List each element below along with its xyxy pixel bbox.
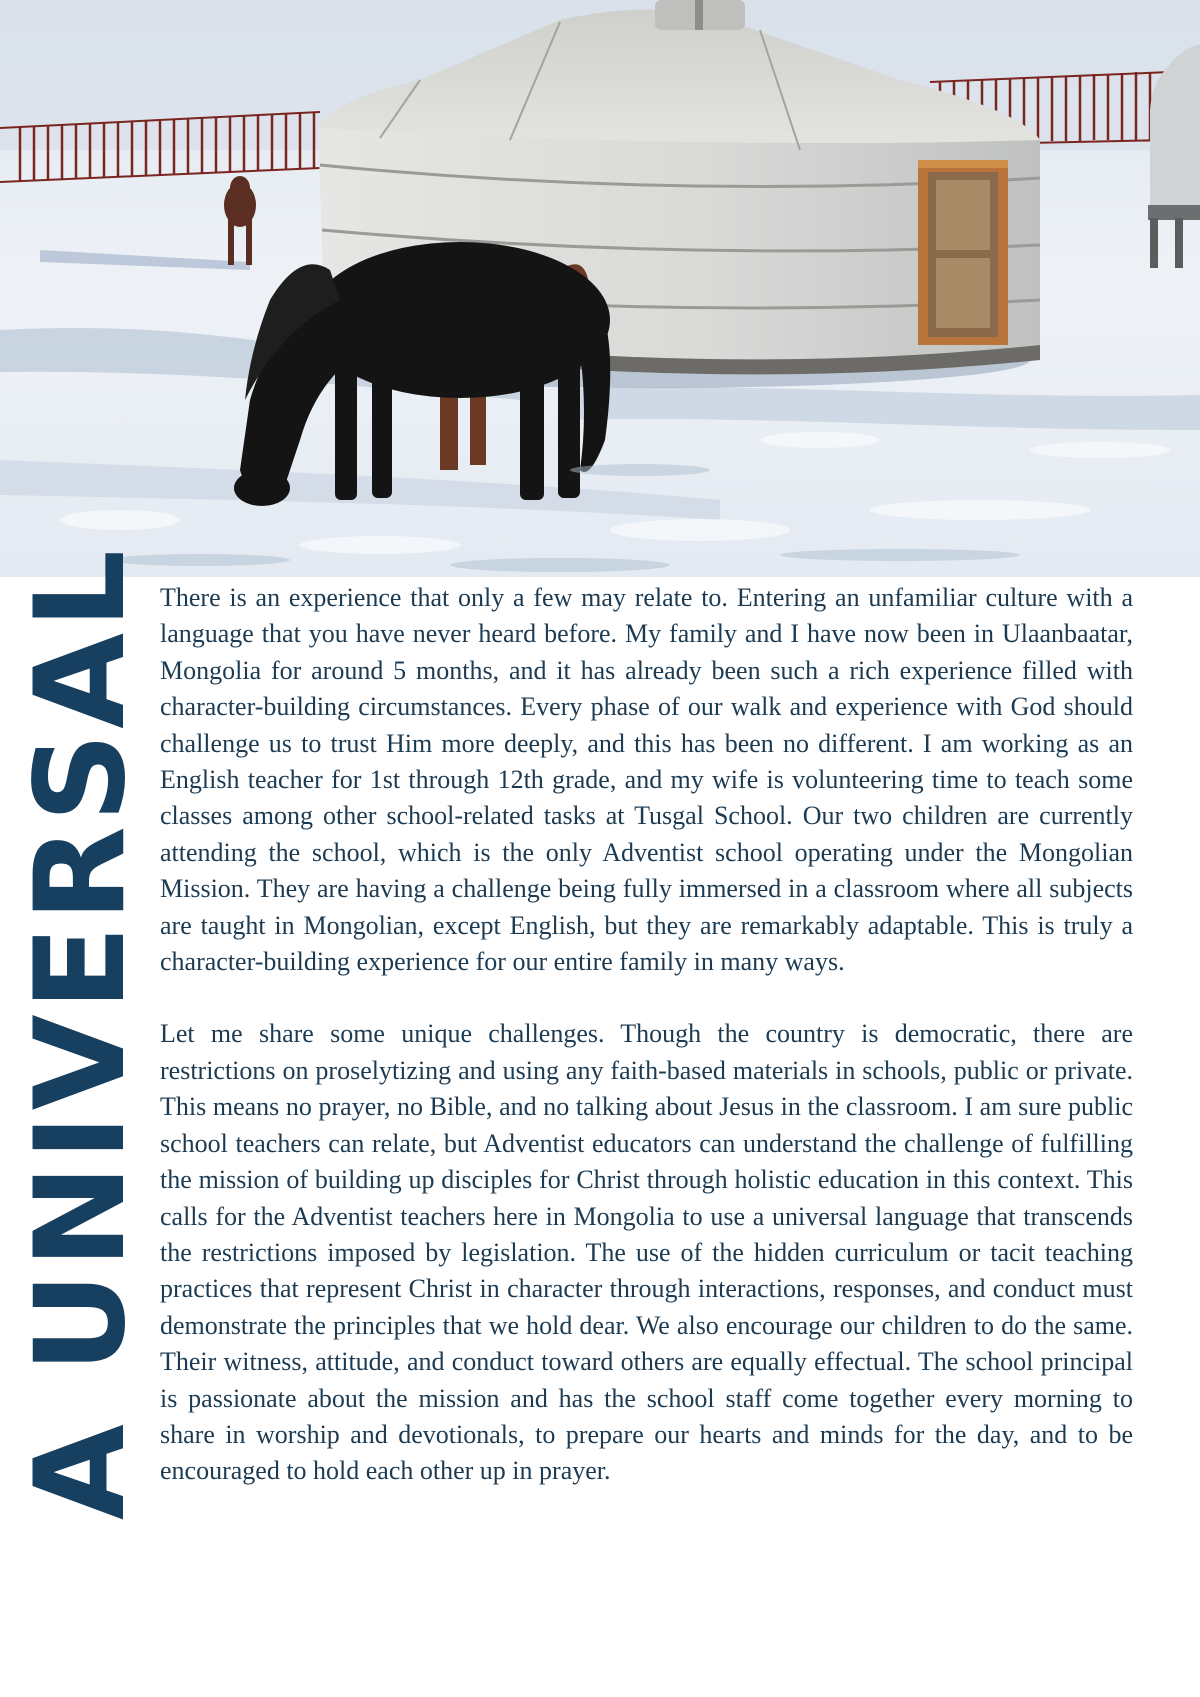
ger-and-horses-illustration bbox=[0, 0, 1200, 577]
hero-photo bbox=[0, 0, 1200, 577]
article-body bbox=[160, 580, 1133, 1490]
article-paragraph-2: Let me share some unique challenges. Though the country is democratic, there are restrictions on proselytizing and using any faith-based materials in schools, public or private. This means no prayer, no Bible, and no talking about Jesus in the classroom. I am sure public school teachers can relate, but Adventist educators can understand the challenge of fulfilling the mission of building up disciples for Christ through holistic education in this context. This calls for the Adventist teachers here in Mongolia to use a universal language that transcends the restrictions imposed by legislation. The use of the hidden curriculum or tacit teaching practices that represent Christ in character through interactions, responses, and conduct must demonstrate the principles that we hold dear. We also encourage our children to do the same. Their witness, attitude, and conduct toward others are equally effectual. The school principal is passionate about the mission and has the school staff come together every morning to share in worship and devotionals, to prepare our hearts and minds for the day, and to be encouraged to hold each other up in prayer. bbox=[160, 1019, 1133, 1486]
page-title: A UNIVERSAL bbox=[9, 545, 153, 1521]
side-title-container bbox=[9, 545, 153, 1521]
ger-door bbox=[918, 160, 1008, 345]
article-paragraph-1: There is an experience that only a few may relate to. Entering an unfamiliar culture with a language that you have never heard before. My family and I have now been in Ulaanbaatar, Mongolia for around 5 months, and it has already been such a rich experience filled with character-building circumstances. Every phase of our walk and experience with God should challenge us to trust Him more deeply, and this has been no different. I am working as an English teacher for 1st through 12th grade, and my wife is volunteering time to teach some classes among other school-related tasks at Tusgal School. Our two children are currently attending the school, which is the only Adventist school operating under the Mongolian Mission. They are having a challenge being fully immersed in a classroom where all subjects are taught in Mongolian, except English, but they are remarkably adaptable. This is truly a character-building experience for our entire family in many ways. bbox=[160, 583, 1133, 977]
